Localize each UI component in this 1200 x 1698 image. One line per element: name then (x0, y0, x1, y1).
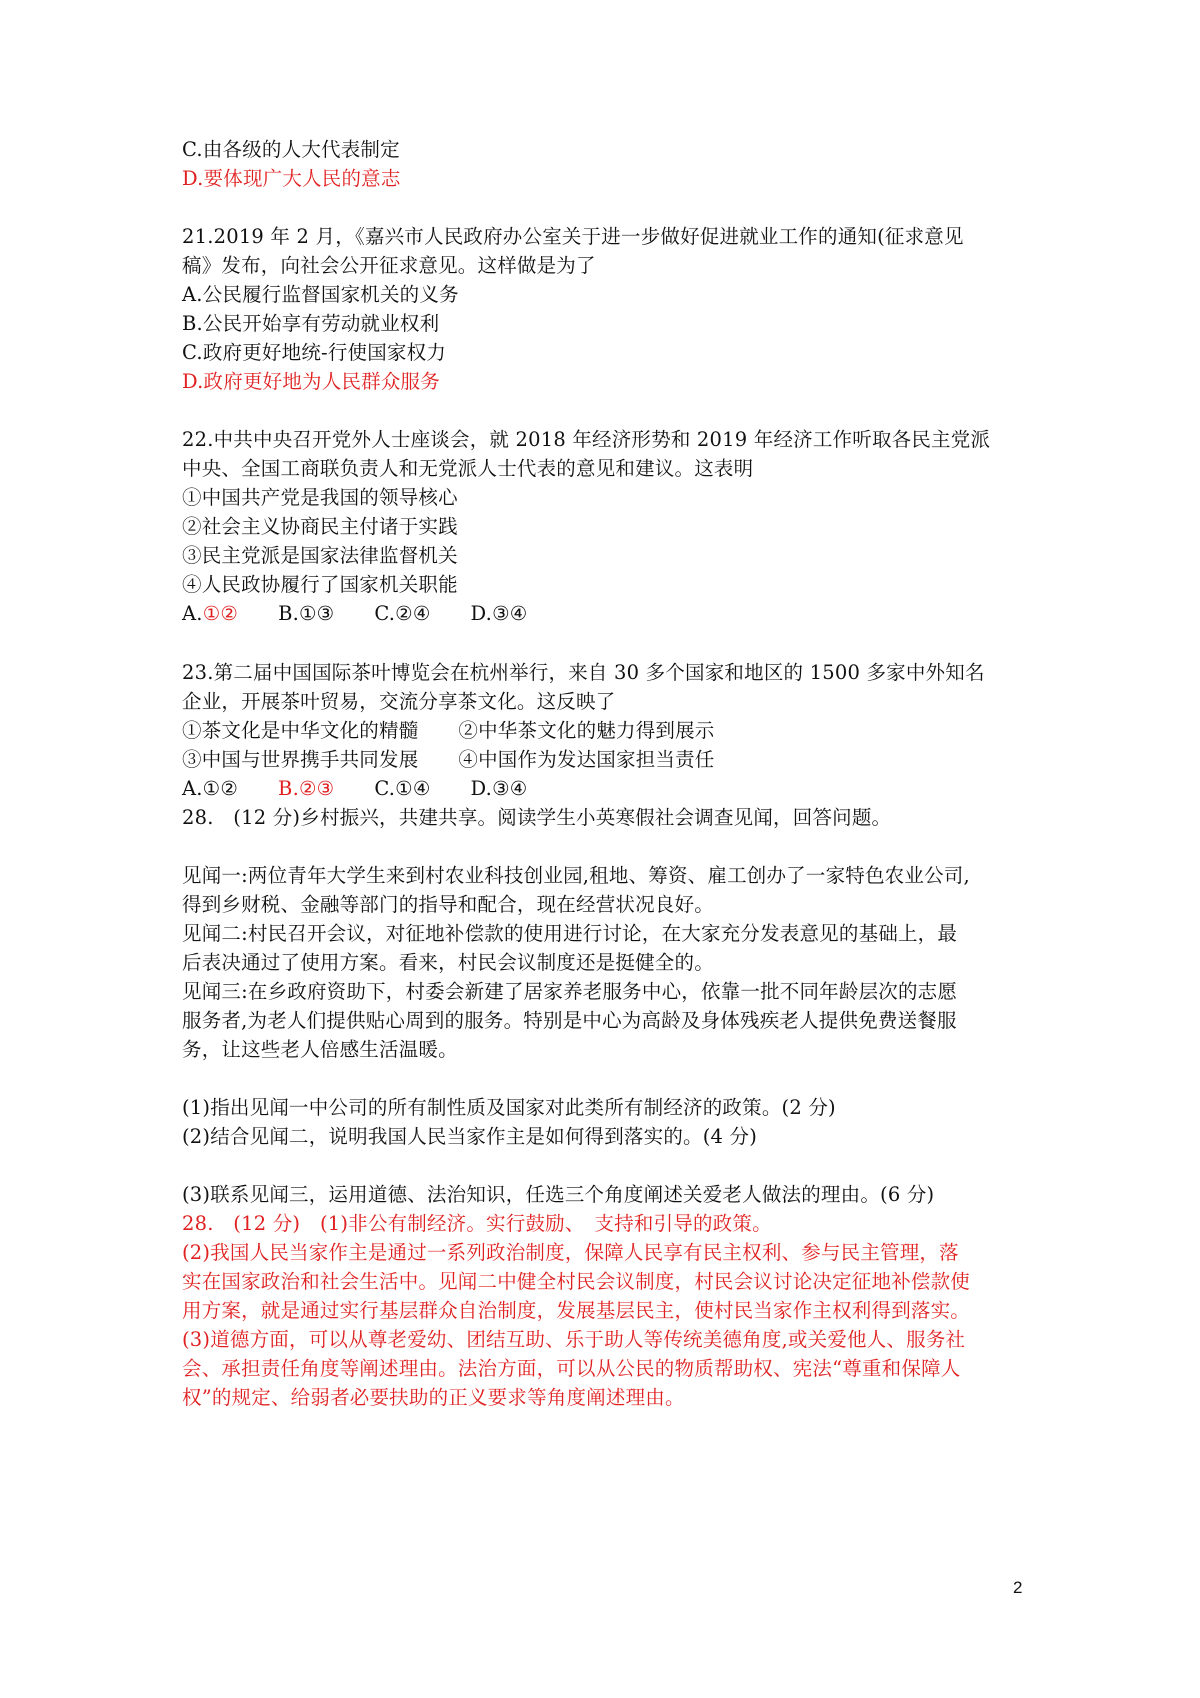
q28-material-1-line-1: 见闻一:两位青年大学生来到村农业科技创业园,租地、筹资、雇工创办了一家特色农业公司, (182, 864, 970, 887)
answer28-part-2-line-2: 实在国家政治和社会生活中。见闻二中健全村民会议制度，村民会议讨论决定征地补偿款使 (182, 1270, 971, 1293)
q28-material-3-line-2: 服务者,为老人们提供贴心周到的服务。特别是中心为高龄及身体残疾老人提供免费送餐服 (182, 1009, 957, 1032)
q28-material-2-line-1: 见闻二:村民召开会议，对征地补偿款的使用进行讨论，在大家充分发表意见的基础上，最 (182, 922, 958, 945)
q23-choices (182, 775, 527, 803)
q28-sub-question-1: (1)指出见闻一中公司的所有制性质及国家对此类所有制经济的政策。(2 分) (182, 1096, 836, 1119)
page-number: 2 (1013, 1578, 1023, 1597)
answer28-part-3-line-3: 权”的规定、给弱者必要扶助的正义要求等角度阐述理由。 (182, 1386, 685, 1409)
answer28-part-1: 28. (12 分) (1)非公有制经济。实行鼓励、 支持和引导的政策。 (182, 1212, 772, 1235)
q22-item-1: ①中国共产党是我国的领导核心 (182, 486, 458, 509)
q22-choice-a-answer: ①② (202, 602, 239, 625)
q23-stem-line-2: 企业，开展茶叶贸易，交流分享茶文化。这反映了 (182, 690, 616, 713)
q28-material-2-line-2: 后表决通过了使用方案。看来，村民会议制度还是挺健全的。 (182, 951, 714, 974)
q21-stem-line-2: 稿》发布，向社会公开征求意见。这样做是为了 (182, 254, 596, 277)
q23-stem-line-1: 23.第二届中国国际茶叶博览会在杭州举行，来自 30 多个国家和地区的 1500 多家中外知名 (182, 661, 985, 684)
answer28-part-2-line-1: (2)我国人民当家作主是通过一系列政治制度，保障人民享有民主权利、参与民主管理，落 (182, 1241, 959, 1264)
q22-stem-line-2: 中央、全国工商联负责人和无党派人士代表的意见和建议。这表明 (182, 457, 754, 480)
q28-title: 28. (12 分)乡村振兴，共建共享。阅读学生小英寒假社会调查见闻，回答问题。 (182, 806, 892, 829)
q21-option-a: A.公民履行监督国家机关的义务 (182, 283, 459, 306)
answer28-part-3-line-2: 会、承担责任角度等阐述理由。法治方面，可以从公民的物质帮助权、宪法“尊重和保障人 (182, 1357, 961, 1380)
q22-choice-c: C.②④ (374, 602, 431, 625)
q23-items-row-2 (182, 746, 715, 774)
q23-item-3: ③中国与世界携手共同发展 (182, 748, 419, 771)
q22-choice-b: B.①③ (278, 602, 335, 625)
q28-material-1-line-2: 得到乡财税、金融等部门的指导和配合，现在经营状况良好。 (182, 893, 714, 916)
q20-option-c: C.由各级的人大代表制定 (182, 138, 400, 161)
q28-sub-question-3: (3)联系见闻三，运用道德、法治知识，任选三个角度阐述关爱老人做法的理由。(6 分) (182, 1183, 935, 1206)
q22-choices (182, 600, 527, 628)
answer28-part-2-line-3: 用方案，就是通过实行基层群众自治制度，发展基层民主，使村民当家作主权利得到落实。 (182, 1299, 971, 1322)
q22-stem-line-1: 22.中共中央召开党外人士座谈会，就 2018 年经济形势和 2019 年经济工作听取各民主党派 (182, 428, 991, 451)
q22-item-4: ④人民政协履行了国家机关职能 (182, 573, 458, 596)
q28-material-3-line-3: 务，让这些老人倍感生活温暖。 (182, 1038, 458, 1061)
q23-item-1: ①茶文化是中华文化的精髓 (182, 719, 419, 742)
q21-option-b: B.公民开始享有劳动就业权利 (182, 312, 440, 335)
q23-items-row-1 (182, 717, 715, 745)
q21-option-c: C.政府更好地统-行使国家权力 (182, 341, 447, 364)
q23-choice-a: A.①② (182, 777, 239, 800)
q21-option-d-answer: D.政府更好地为人民群众服务 (182, 370, 440, 393)
q23-choice-b-answer: B.②③ (278, 777, 335, 800)
q23-item-2: ②中华茶文化的魅力得到展示 (458, 719, 715, 742)
q22-item-3: ③民主党派是国家法律监督机关 (182, 544, 458, 567)
answer28-part-3-line-1: (3)道德方面，可以从尊老爱幼、团结互助、乐于助人等传统美德角度,或关爱他人、服务社 (182, 1328, 966, 1351)
q23-choice-d: D.③④ (470, 777, 528, 800)
q23-item-4: ④中国作为发达国家担当责任 (458, 748, 715, 771)
q23-choice-c: C.①④ (374, 777, 431, 800)
q22-choice-d: D.③④ (470, 602, 528, 625)
q20-option-d-answer: D.要体现广大人民的意志 (182, 167, 401, 190)
q28-material-3-line-1: 见闻三:在乡政府资助下，村委会新建了居家养老服务中心，依靠一批不同年龄层次的志愿 (182, 980, 958, 1003)
q22-item-2: ②社会主义协商民主付诸于实践 (182, 515, 458, 538)
q22-choice-a-letter: A. (182, 602, 203, 625)
q21-stem-line-1: 21.2019 年 2 月，《嘉兴市人民政府办公室关于进一步做好促进就业工作的通知(征求意见 (182, 225, 964, 248)
q28-sub-question-2: (2)结合见闻二，说明我国人民当家作主是如何得到落实的。(4 分) (182, 1125, 758, 1148)
